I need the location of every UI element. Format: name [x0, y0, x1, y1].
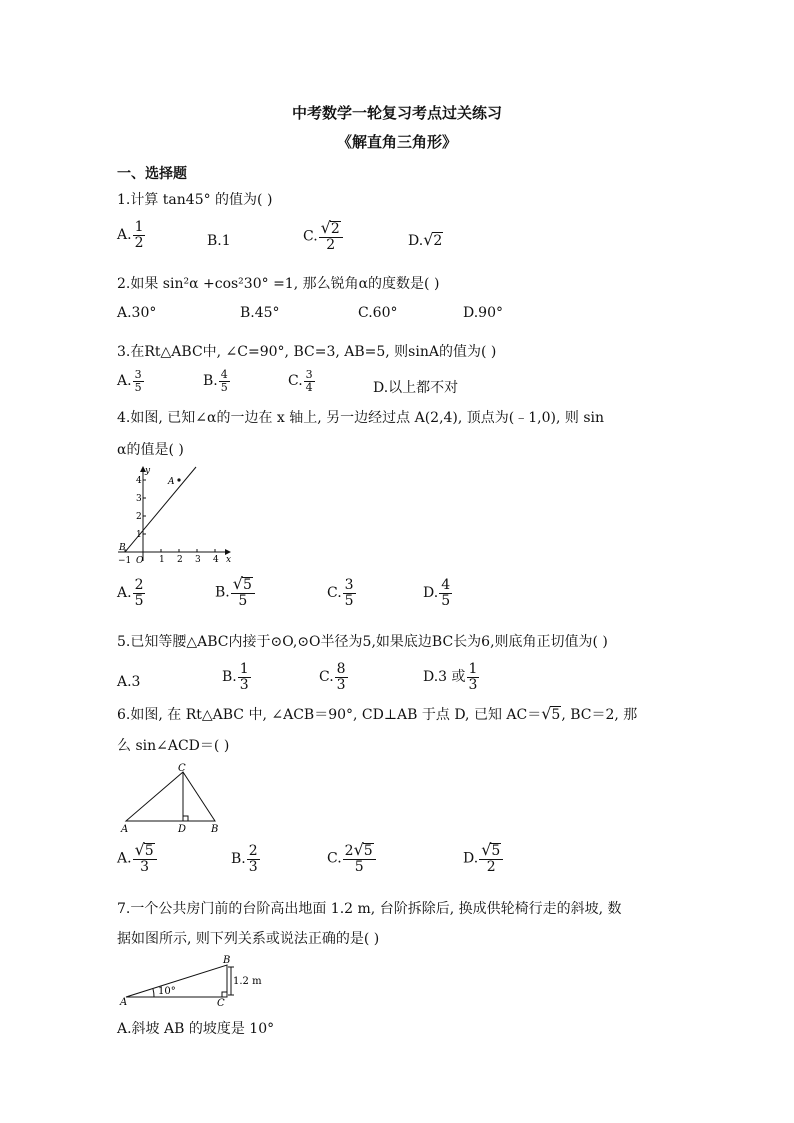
- q1-option-d: D.√2: [408, 230, 443, 249]
- q4-option-d: D. $\frac{4}{5}$: [423, 577, 451, 609]
- label-c: C: [217, 998, 225, 1009]
- q5-option-d: D.3 或 $\frac{1}{3}$: [423, 661, 478, 693]
- question-5-stem: 5.已知等腰△ABC内接于⊙O,⊙O半径为5,如果底边BC长为6,则底角正切值为( ): [117, 634, 608, 650]
- q4-option-c: C. $\frac{3}{5}$: [327, 577, 354, 609]
- page-title: 中考数学一轮复习考点过关练习: [291, 104, 502, 122]
- label-origin: O: [136, 556, 144, 565]
- q6-option-d: D. $\frac{√5}{2}$: [463, 842, 504, 874]
- question-2-stem: 2.如果 sin²α +cos²30° =1, 那么锐角α的度数是( ): [117, 276, 440, 292]
- label-d: D: [178, 824, 187, 834]
- right-angle-mark: [183, 816, 188, 821]
- label-y: y: [145, 466, 151, 476]
- label-b: B: [211, 824, 219, 834]
- page-subtitle: 《解直角三角形》: [336, 133, 457, 151]
- q7-slope-figure: [116, 953, 266, 1009]
- tick-x-neg1: −1: [118, 556, 132, 565]
- label-b: B: [223, 955, 231, 966]
- section-heading: 一、选择题: [117, 166, 187, 182]
- tick-y-2: 2: [136, 512, 142, 522]
- q1-option-c: C. $\frac{√2}{2}$: [303, 220, 344, 252]
- point-a-dot: [177, 478, 180, 481]
- label-c: C: [178, 763, 186, 774]
- q3-option-d: D.以上都不对: [373, 380, 459, 396]
- angle-arc: [153, 989, 154, 997]
- q6-option-b: B. $\frac{2}{3}$: [231, 843, 258, 875]
- q1-option-b: B.1: [207, 233, 231, 249]
- tick-y-4: 4: [136, 476, 142, 486]
- q3-option-a: A. $\frac{3}{5}$: [117, 368, 142, 394]
- q2-option-b: B.45°: [240, 305, 280, 321]
- triangle-abc: [126, 772, 215, 821]
- tick-x-3: 3: [195, 555, 201, 565]
- question-6-stem-line1: 6.如图, 在 Rt△ABC 中, ∠ACB＝90°, CD⊥AB 于点 D, 已知 AC＝√5, BC＝2, 那: [117, 704, 638, 723]
- tick-x-2: 2: [177, 555, 183, 565]
- tick-x-4: 4: [213, 555, 219, 565]
- label-height: 1.2 m: [233, 976, 262, 987]
- tick-y-3: 3: [136, 494, 142, 504]
- q6-option-c: C. $\frac{2√5}{5}$: [327, 842, 377, 874]
- question-4-stem-line2: α的值是( ): [117, 442, 184, 458]
- q2-option-c: C.60°: [358, 305, 398, 321]
- label-a: A: [168, 477, 175, 487]
- tick-x-1: 1: [159, 555, 165, 565]
- q2-option-a: A.30°: [117, 305, 157, 321]
- question-4-stem-line1: 4.如图, 已知∠α的一边在 x 轴上, 另一边经过点 A(2,4), 顶点为(﹣1,0), 则 sin: [117, 410, 605, 426]
- right-angle-mark: [222, 992, 227, 997]
- q5-option-b: B. $\frac{1}{3}$: [222, 661, 249, 693]
- slope-triangle: [126, 965, 227, 997]
- label-b: B: [119, 543, 126, 553]
- tick-y-1: 1: [136, 530, 142, 540]
- q4-option-a: A. $\frac{2}{5}$: [117, 577, 144, 609]
- q6-option-a: A. $\frac{√5}{3}$: [117, 842, 158, 874]
- q7-option-a: A.斜坡 AB 的坡度是 10°: [117, 1021, 275, 1037]
- question-1-stem: 1.计算 tan45° 的值为( ): [117, 192, 273, 208]
- question-7-stem-line1: 7.一个公共房门前的台阶高出地面 1.2 m, 台阶拆除后, 换成供轮椅行走的斜坡, 数: [117, 901, 622, 917]
- q1-option-a: A. $\frac{1}{2}$: [117, 219, 144, 251]
- question-3-stem: 3.在Rt△ABC中, ∠C=90°, BC=3, AB=5, 则sinA的值为( ): [117, 344, 497, 360]
- q4-coordinate-figure: [116, 465, 236, 565]
- q2-option-d: D.90°: [463, 305, 503, 321]
- label-x: x: [226, 555, 232, 565]
- q3-option-c: C. $\frac{3}{4}$: [288, 368, 313, 394]
- q5-option-c: C. $\frac{8}{3}$: [319, 661, 346, 693]
- question-6-stem-line2: 么 sin∠ACD＝( ): [117, 738, 230, 754]
- label-a: A: [121, 824, 129, 834]
- label-a: A: [120, 997, 128, 1008]
- q6-triangle-figure: [116, 762, 226, 834]
- q5-option-a: A.3: [117, 674, 141, 690]
- label-angle: 10°: [158, 986, 176, 997]
- q3-option-b: B. $\frac{4}{5}$: [203, 368, 228, 394]
- q4-option-b: B. $\frac{√5}{5}$: [215, 576, 256, 608]
- question-7-stem-line2: 据如图所示, 则下列关系或说法正确的是( ): [117, 931, 380, 947]
